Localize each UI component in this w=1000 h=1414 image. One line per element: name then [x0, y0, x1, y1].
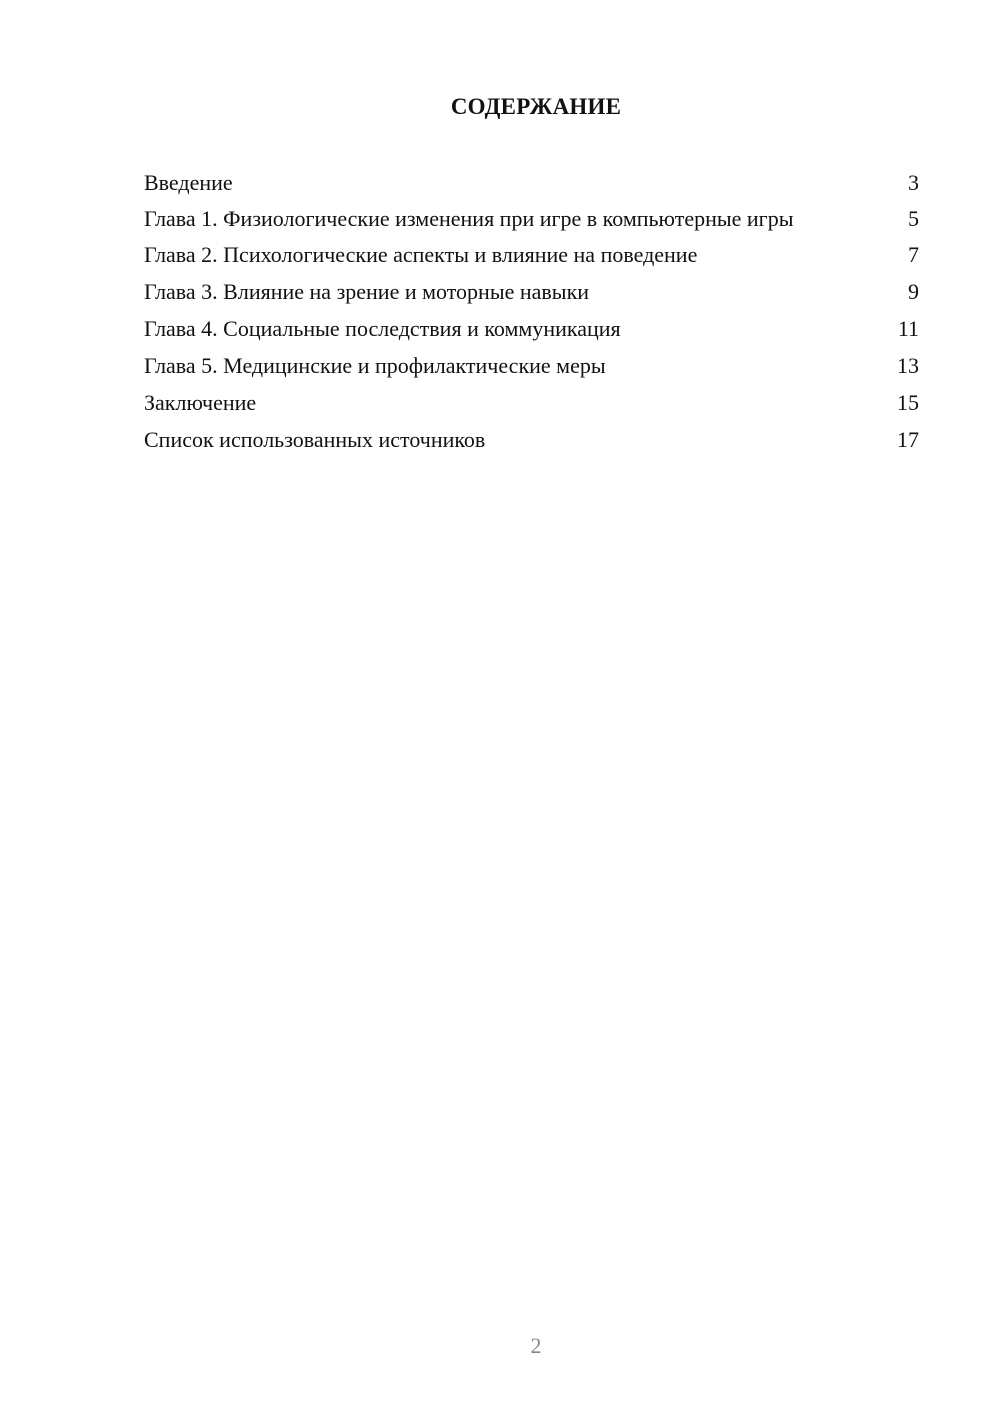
toc-list	[144, 168, 919, 462]
toc-entry-title: Глава 5. Медицинские и профилактические меры	[144, 353, 606, 378]
toc-entry-title: Список использованных источников	[144, 427, 486, 452]
toc-entry-title: Глава 2. Психологические аспекты и влияние на поведение	[144, 242, 698, 267]
toc-entry-page: 13	[897, 353, 919, 378]
toc-entry-chapter-4	[144, 314, 919, 344]
toc-entry-chapter-5	[144, 351, 919, 381]
toc-entry-page: 9	[908, 279, 919, 304]
toc-entry-title: Глава 3. Влияние на зрение и моторные навыки	[144, 279, 590, 304]
toc-entry-title: Глава 1. Физиологические изменения при игре в компьютерные игры	[144, 206, 794, 231]
toc-entry-page: 11	[897, 316, 919, 341]
toc-entry-page: 5	[908, 206, 919, 231]
toc-entry-page: 17	[897, 427, 919, 452]
toc-entry-title: Глава 4. Социальные последствия и коммуникация	[144, 316, 621, 341]
toc-entry-chapter-3	[144, 277, 919, 307]
toc-entry-chapter-2	[144, 240, 919, 270]
toc-entry-chapter-1	[144, 205, 919, 233]
toc-entry-page: 7	[908, 242, 919, 267]
toc-entry-title: Введение	[144, 170, 233, 195]
toc-entry-page: 15	[897, 390, 919, 415]
toc-entry-page: 3	[908, 170, 919, 195]
toc-title: СОДЕРЖАНИЕ	[450, 94, 622, 119]
toc-entry-conclusion	[144, 388, 919, 418]
page-number: 2	[530, 1333, 542, 1358]
toc-entry-title: Заключение	[144, 390, 257, 415]
toc-entry-references	[144, 425, 919, 455]
toc-entry-introduction	[144, 168, 919, 198]
